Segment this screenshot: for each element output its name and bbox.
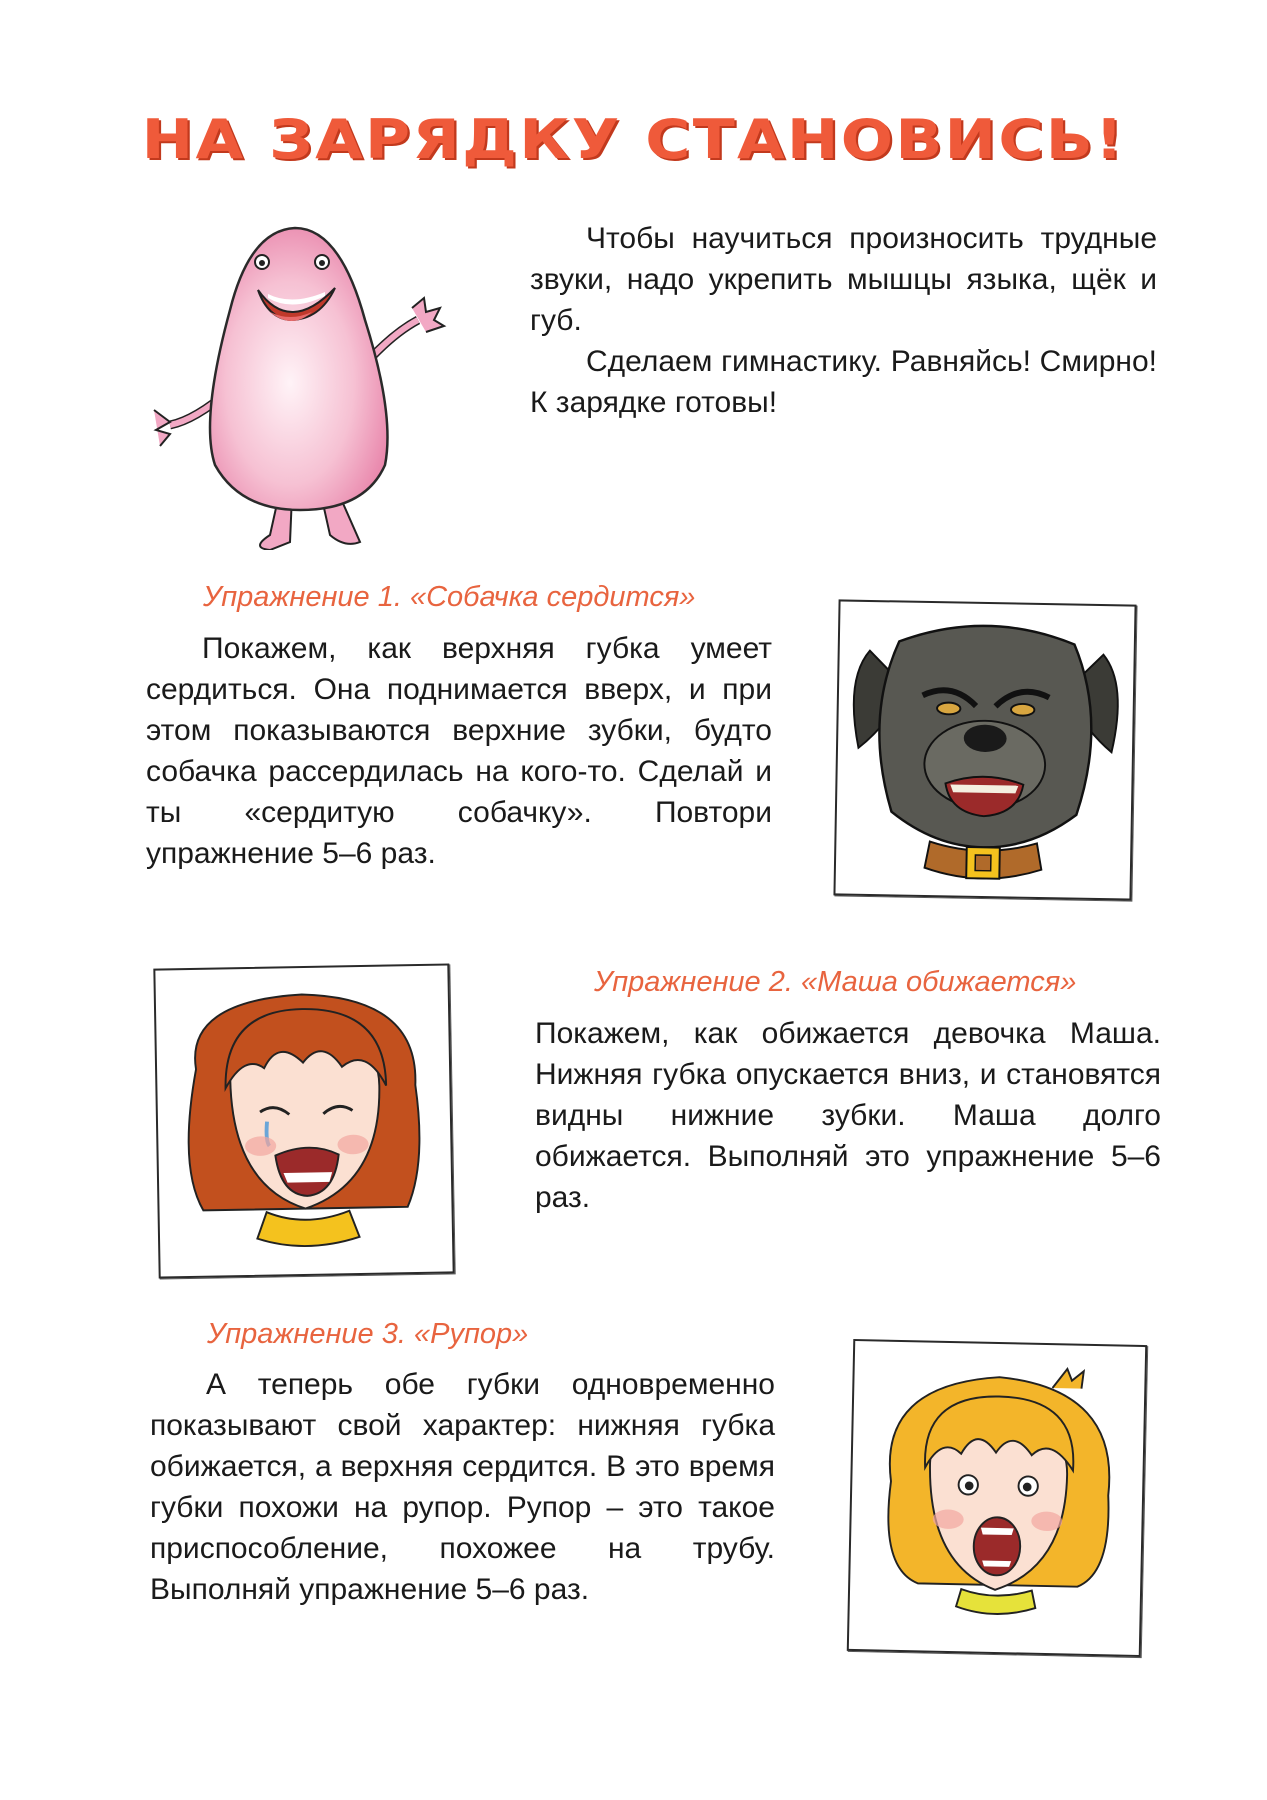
exercise-2-heading: Упражнение 2. «Маша обижается» xyxy=(594,966,1077,998)
exercise-2-text xyxy=(535,1013,1161,1218)
intro-paragraph-2: Сделаем гимнастику. Равняйсь! Смирно! К зарядке готовы! xyxy=(530,345,1157,419)
exercise-1-text xyxy=(146,628,772,874)
page-title: НА ЗАРЯДКУ СТАНОВИСЬ! xyxy=(141,108,1126,171)
mascot-svg xyxy=(140,220,450,550)
angry-dog-illustration xyxy=(833,599,1136,900)
girl-svg xyxy=(155,965,452,1276)
mascot-illustration xyxy=(140,220,450,550)
exercise-1-paragraph: Покажем, как верхняя губка умеет сердиться. Она поднимается вверх, и при этом показываются верхние зубки, будто собачка рассердилась на кого-то. Сделай и ты «сердитую собачку». Повтори упражнение 5–6 раз. xyxy=(146,632,772,870)
exercise-2-paragraph: Покажем, как обижается девочка Маша. Нижняя губка опускается вниз, и становятся видны нижние зубки. Маша долго обижается. Выполняй это упражнение 5–6 раз. xyxy=(535,1017,1161,1214)
crying-girl-illustration xyxy=(153,963,454,1278)
intro-text xyxy=(530,218,1157,423)
intro-paragraph-1: Чтобы научиться произносить трудные звуки, надо укрепить мышцы языка, щёк и губ. xyxy=(530,222,1157,337)
exercise-3-paragraph: А теперь обе губки одновременно показывают свой характер: нижняя губка обижается, а верхняя сердится. В это время губки похожи на рупор. Рупор – это такое приспособление, похожее на трубу. Выполняй упражнение 5–6 раз. xyxy=(150,1368,775,1606)
exercise-3-heading: Упражнение 3. «Рупор» xyxy=(207,1318,529,1350)
child-svg xyxy=(849,1341,1145,1655)
dog-svg xyxy=(835,601,1134,898)
shouting-child-illustration xyxy=(847,1339,1147,1657)
exercise-3-text xyxy=(150,1364,775,1610)
exercise-1-heading: Упражнение 1. «Собачка сердится» xyxy=(203,581,696,613)
